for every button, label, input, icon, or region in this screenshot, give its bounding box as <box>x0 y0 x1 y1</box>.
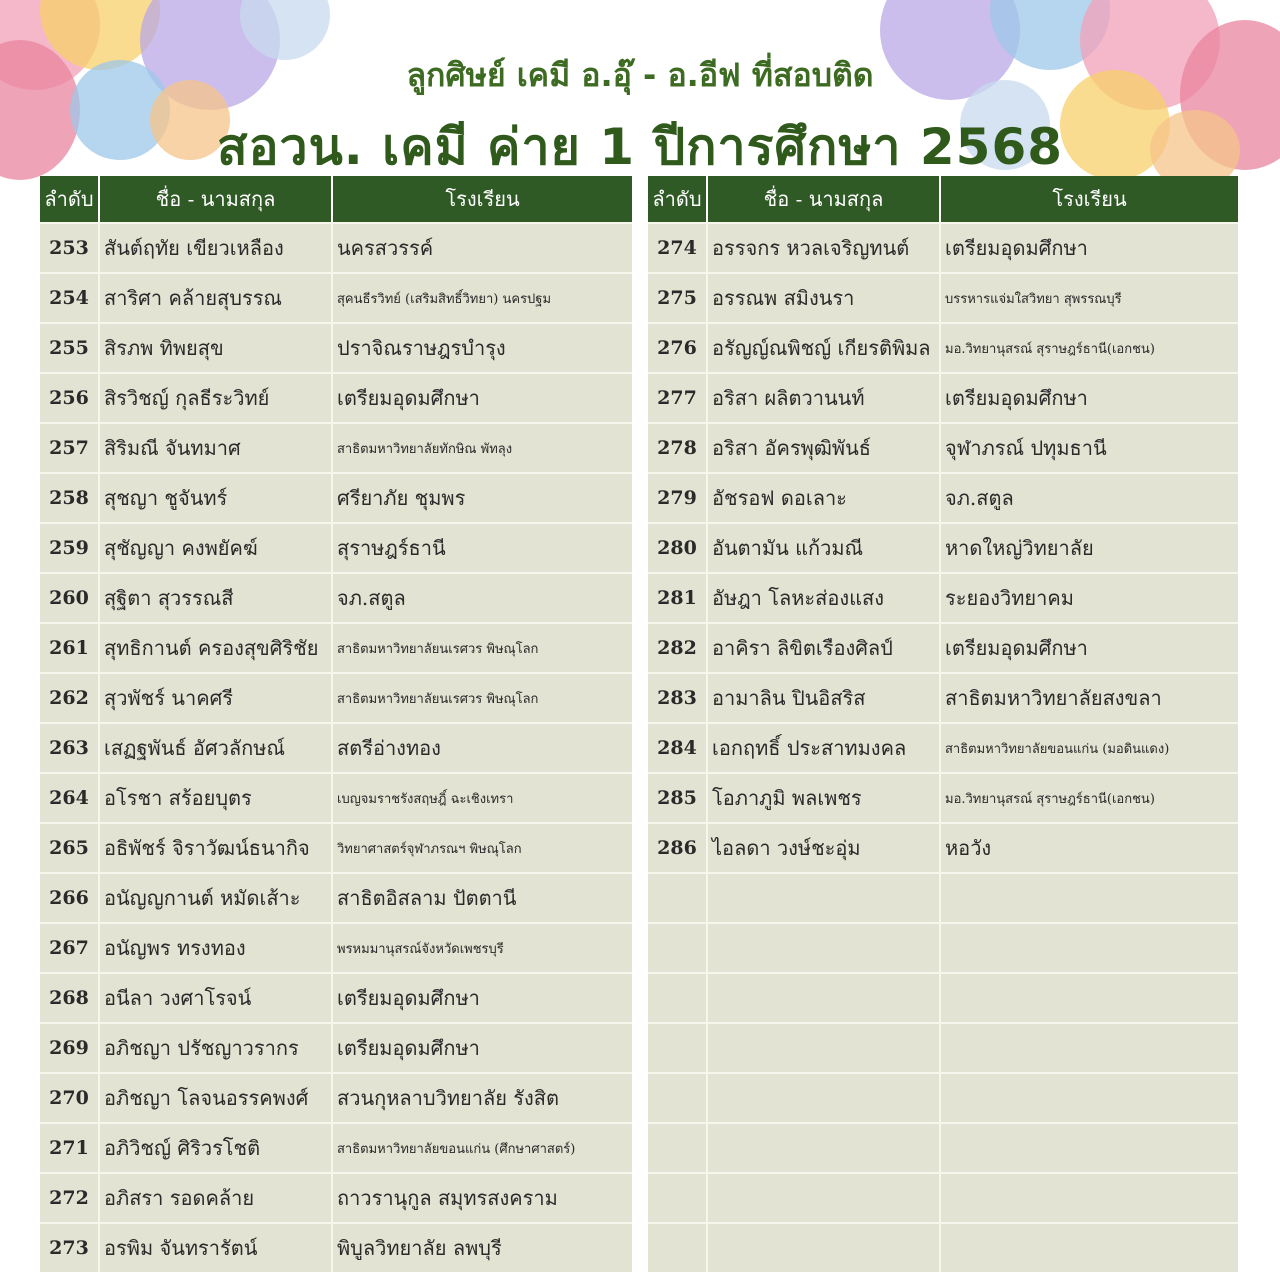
cell-no: 285 <box>648 772 708 822</box>
cell-name: อภิวิชญ์ ศิริวรโชติ <box>100 1122 333 1172</box>
column-header-no: ลำดับ <box>40 176 100 222</box>
table-row <box>40 572 632 622</box>
cell-name: อภิสรา รอดคล้าย <box>100 1172 333 1222</box>
cell-school: สาธิตมหาวิทยาลัยขอนแก่น (ศึกษาศาสตร์) <box>333 1122 632 1172</box>
cell-no: 256 <box>40 372 100 422</box>
cell-school <box>941 922 1238 972</box>
table-row <box>648 372 1238 422</box>
empty-table-row <box>648 922 1238 972</box>
cell-name: สิรวิชญ์ กุลธีระวิทย์ <box>100 372 333 422</box>
cell-no: 259 <box>40 522 100 572</box>
cell-no: 283 <box>648 672 708 722</box>
cell-name: อรรจกร หวลเจริญทนต์ <box>708 222 941 272</box>
cell-name <box>708 1022 941 1072</box>
table-row <box>40 672 632 722</box>
cell-no: 277 <box>648 372 708 422</box>
table-row <box>648 522 1238 572</box>
table-row <box>40 1022 632 1072</box>
cell-no <box>648 1022 708 1072</box>
cell-name: อนัญพร ทรงทอง <box>100 922 333 972</box>
column-header-name: ชื่อ - นามสกุล <box>708 176 941 222</box>
cell-no: 286 <box>648 822 708 872</box>
table-row <box>40 522 632 572</box>
cell-name: อันตามัน แก้วมณี <box>708 522 941 572</box>
cell-school: สาธิตมหาวิทยาลัยทักษิณ พัทลุง <box>333 422 632 472</box>
empty-table-row <box>648 1022 1238 1072</box>
cell-name: อธิพัชร์ จิราวัฒน์ธนากิจ <box>100 822 333 872</box>
cell-school: ศรียาภัย ชุมพร <box>333 472 632 522</box>
cell-no <box>648 1172 708 1222</box>
empty-table-row <box>648 1122 1238 1172</box>
cell-name: เอกฤทธิ์ ประสาทมงคล <box>708 722 941 772</box>
table-header-row <box>648 176 1238 222</box>
table-row <box>648 772 1238 822</box>
cell-name: สุทธิกานต์ ครองสุขศิริชัย <box>100 622 333 672</box>
cell-name <box>708 972 941 1022</box>
table-row <box>648 822 1238 872</box>
table-row <box>40 272 632 322</box>
cell-name: เสฏฐพันธ์ อัศวลักษณ์ <box>100 722 333 772</box>
cell-no: 255 <box>40 322 100 372</box>
table-row <box>40 322 632 372</box>
cell-school: สวนกุหลาบวิทยาลัย รังสิต <box>333 1072 632 1122</box>
table-row <box>648 672 1238 722</box>
cell-school: สุราษฎร์ธานี <box>333 522 632 572</box>
table-row <box>40 422 632 472</box>
cell-no: 270 <box>40 1072 100 1122</box>
cell-school: นครสวรรค์ <box>333 222 632 272</box>
table-row <box>40 472 632 522</box>
table-row <box>40 372 632 422</box>
table-row <box>648 572 1238 622</box>
table-row <box>40 1222 632 1272</box>
cell-name: อรพิม จันทรารัตน์ <box>100 1222 333 1272</box>
table-row <box>648 272 1238 322</box>
cell-no: 273 <box>40 1222 100 1272</box>
cell-no: 282 <box>648 622 708 672</box>
cell-school: เตรียมอุดมศึกษา <box>941 622 1238 672</box>
cell-school: จุฬาภรณ์ ปทุมธานี <box>941 422 1238 472</box>
table-row <box>648 422 1238 472</box>
cell-school: สาธิตมหาวิทยาลัยนเรศวร พิษณุโลก <box>333 622 632 672</box>
empty-table-row <box>648 972 1238 1022</box>
cell-no: 257 <box>40 422 100 472</box>
table-row <box>40 1072 632 1122</box>
column-header-school: โรงเรียน <box>941 176 1238 222</box>
cell-no: 279 <box>648 472 708 522</box>
table-row <box>40 222 632 272</box>
cell-name: สุฐิตา สุวรรณสี <box>100 572 333 622</box>
results-table-left <box>40 176 632 1272</box>
cell-school: วิทยาศาสตร์จุฬาภรณฯ พิษณุโลก <box>333 822 632 872</box>
cell-name: อนัญญกานต์ หมัดเส้าะ <box>100 872 333 922</box>
cell-name: อาคิรา ลิขิตเรืองศิลป์ <box>708 622 941 672</box>
column-header-name: ชื่อ - นามสกุล <box>100 176 333 222</box>
cell-school <box>941 1172 1238 1222</box>
cell-school: สตรีอ่างทอง <box>333 722 632 772</box>
cell-school: มอ.วิทยานุสรณ์ สุราษฎร์ธานี(เอกชน) <box>941 772 1238 822</box>
cell-no: 260 <box>40 572 100 622</box>
cell-no: 284 <box>648 722 708 772</box>
cell-no <box>648 922 708 972</box>
cell-school: สาธิตมหาวิทยาลัยสงขลา <box>941 672 1238 722</box>
cell-school <box>941 1122 1238 1172</box>
cell-school: พรหมมานุสรณ์จังหวัดเพชรบุรี <box>333 922 632 972</box>
cell-name: อรรณพ สมิงนรา <box>708 272 941 322</box>
cell-school: เตรียมอุดมศึกษา <box>333 372 632 422</box>
cell-no: 263 <box>40 722 100 772</box>
cell-school <box>941 1022 1238 1072</box>
empty-table-row <box>648 1172 1238 1222</box>
cell-name: อัชรอฟ ดอเลาะ <box>708 472 941 522</box>
cell-school: สาธิตมหาวิทยาลัยนเรศวร พิษณุโลก <box>333 672 632 722</box>
column-header-no: ลำดับ <box>648 176 708 222</box>
cell-no: 265 <box>40 822 100 872</box>
table-row <box>40 722 632 772</box>
cell-school: จภ.สตูล <box>333 572 632 622</box>
cell-school: พิบูลวิทยาลัย ลพบุรี <box>333 1222 632 1272</box>
cell-school <box>941 1072 1238 1122</box>
cell-school <box>941 1222 1238 1272</box>
empty-table-row <box>648 1072 1238 1122</box>
cell-name <box>708 1072 941 1122</box>
cell-no: 272 <box>40 1172 100 1222</box>
table-row <box>40 922 632 972</box>
cell-name <box>708 922 941 972</box>
cell-no: 276 <box>648 322 708 372</box>
cell-no: 261 <box>40 622 100 672</box>
cell-school: ระยองวิทยาคม <box>941 572 1238 622</box>
cell-no: 278 <box>648 422 708 472</box>
cell-name <box>708 1222 941 1272</box>
cell-no: 269 <box>40 1022 100 1072</box>
cell-no: 267 <box>40 922 100 972</box>
column-header-school: โรงเรียน <box>333 176 632 222</box>
table-row <box>40 972 632 1022</box>
cell-name <box>708 1122 941 1172</box>
cell-name: สุชัญญา คงพยัคฆ์ <box>100 522 333 572</box>
cell-no <box>648 1222 708 1272</box>
cell-name: อริสา อัครพุฒิพันธ์ <box>708 422 941 472</box>
table-header-row <box>40 176 632 222</box>
table-row <box>648 722 1238 772</box>
table-row <box>40 1172 632 1222</box>
cell-no: 266 <box>40 872 100 922</box>
cell-no: 258 <box>40 472 100 522</box>
cell-name: อนีลา วงศาโรจน์ <box>100 972 333 1022</box>
cell-no <box>648 872 708 922</box>
cell-school: จภ.สตูล <box>941 472 1238 522</box>
cell-no: 274 <box>648 222 708 272</box>
cell-name: อภิชญา โลจนอรรคพงศ์ <box>100 1072 333 1122</box>
cell-name: อัษฎา โลหะส่องแสง <box>708 572 941 622</box>
cell-school: เตรียมอุดมศึกษา <box>333 972 632 1022</box>
cell-school: เตรียมอุดมศึกษา <box>941 222 1238 272</box>
cell-school: ปราจิณราษฎรบำรุง <box>333 322 632 372</box>
empty-table-row <box>648 872 1238 922</box>
cell-name: อโรชา สร้อยบุตร <box>100 772 333 822</box>
cell-name: สันต์ฤทัย เขียวเหลือง <box>100 222 333 272</box>
cell-name: อรัญญ์ณพิชญ์ เกียรติพิมล <box>708 322 941 372</box>
results-table-right <box>648 176 1238 1272</box>
cell-school: เบญจมราชรังสฤษฎิ์ ฉะเชิงเทรา <box>333 772 632 822</box>
cell-name: โอภาภูมิ พลเพชร <box>708 772 941 822</box>
cell-name: อริสา ผลิตวานนท์ <box>708 372 941 422</box>
cell-name: สุชญา ชูจันทร์ <box>100 472 333 522</box>
cell-school: สาธิตอิสลาม ปัตตานี <box>333 872 632 922</box>
cell-school: สาธิตมหาวิทยาลัยขอนแก่น (มอดินแดง) <box>941 722 1238 772</box>
cell-name <box>708 872 941 922</box>
cell-name: สาริศา คล้ายสุบรรณ <box>100 272 333 322</box>
cell-no: 253 <box>40 222 100 272</box>
cell-no: 254 <box>40 272 100 322</box>
table-row <box>40 772 632 822</box>
cell-school <box>941 872 1238 922</box>
cell-no: 281 <box>648 572 708 622</box>
cell-name: สิรภพ ทิพยสุข <box>100 322 333 372</box>
cell-school <box>941 972 1238 1022</box>
cell-name: ไอลดา วงษ์ชะอุ่ม <box>708 822 941 872</box>
cell-no: 264 <box>40 772 100 822</box>
empty-table-row <box>648 1222 1238 1272</box>
cell-no: 268 <box>40 972 100 1022</box>
table-row <box>648 472 1238 522</box>
cell-no: 271 <box>40 1122 100 1172</box>
table-row <box>648 322 1238 372</box>
cell-name: อามาลิน ปินอิสริส <box>708 672 941 722</box>
cell-school: ถาวรานุกูล สมุทรสงคราม <box>333 1172 632 1222</box>
cell-school: สุคนธีรวิทย์ (เสริมสิทธิ์วิทยา) นครปฐม <box>333 272 632 322</box>
table-row <box>40 872 632 922</box>
table-row <box>648 622 1238 672</box>
cell-school: เตรียมอุดมศึกษา <box>333 1022 632 1072</box>
cell-school: หอวัง <box>941 822 1238 872</box>
cell-name: อภิชญา ปรัชญาวรากร <box>100 1022 333 1072</box>
cell-school: มอ.วิทยานุสรณ์ สุราษฎร์ธานี(เอกชน) <box>941 322 1238 372</box>
cell-no <box>648 1072 708 1122</box>
cell-no: 280 <box>648 522 708 572</box>
cell-no: 275 <box>648 272 708 322</box>
page-title: สอวน. เคมี ค่าย 1 ปีการศึกษา 2568 <box>216 118 1064 176</box>
cell-school: หาดใหญ่วิทยาลัย <box>941 522 1238 572</box>
cell-no <box>648 1122 708 1172</box>
cell-name: สุวพัชร์ นาคศรี <box>100 672 333 722</box>
cell-no <box>648 972 708 1022</box>
cell-name: สิริมณี จันทมาศ <box>100 422 333 472</box>
cell-school: บรรหารแจ่มใสวิทยา สุพรรณบุรี <box>941 272 1238 322</box>
cell-name <box>708 1172 941 1222</box>
table-row <box>648 222 1238 272</box>
table-row <box>40 622 632 672</box>
table-row <box>40 822 632 872</box>
cell-no: 262 <box>40 672 100 722</box>
table-row <box>40 1122 632 1172</box>
page-subtitle: ลูกศิษย์ เคมี อ.อุ๊ - อ.อีฟ ที่สอบติด <box>406 56 874 94</box>
cell-school: เตรียมอุดมศึกษา <box>941 372 1238 422</box>
